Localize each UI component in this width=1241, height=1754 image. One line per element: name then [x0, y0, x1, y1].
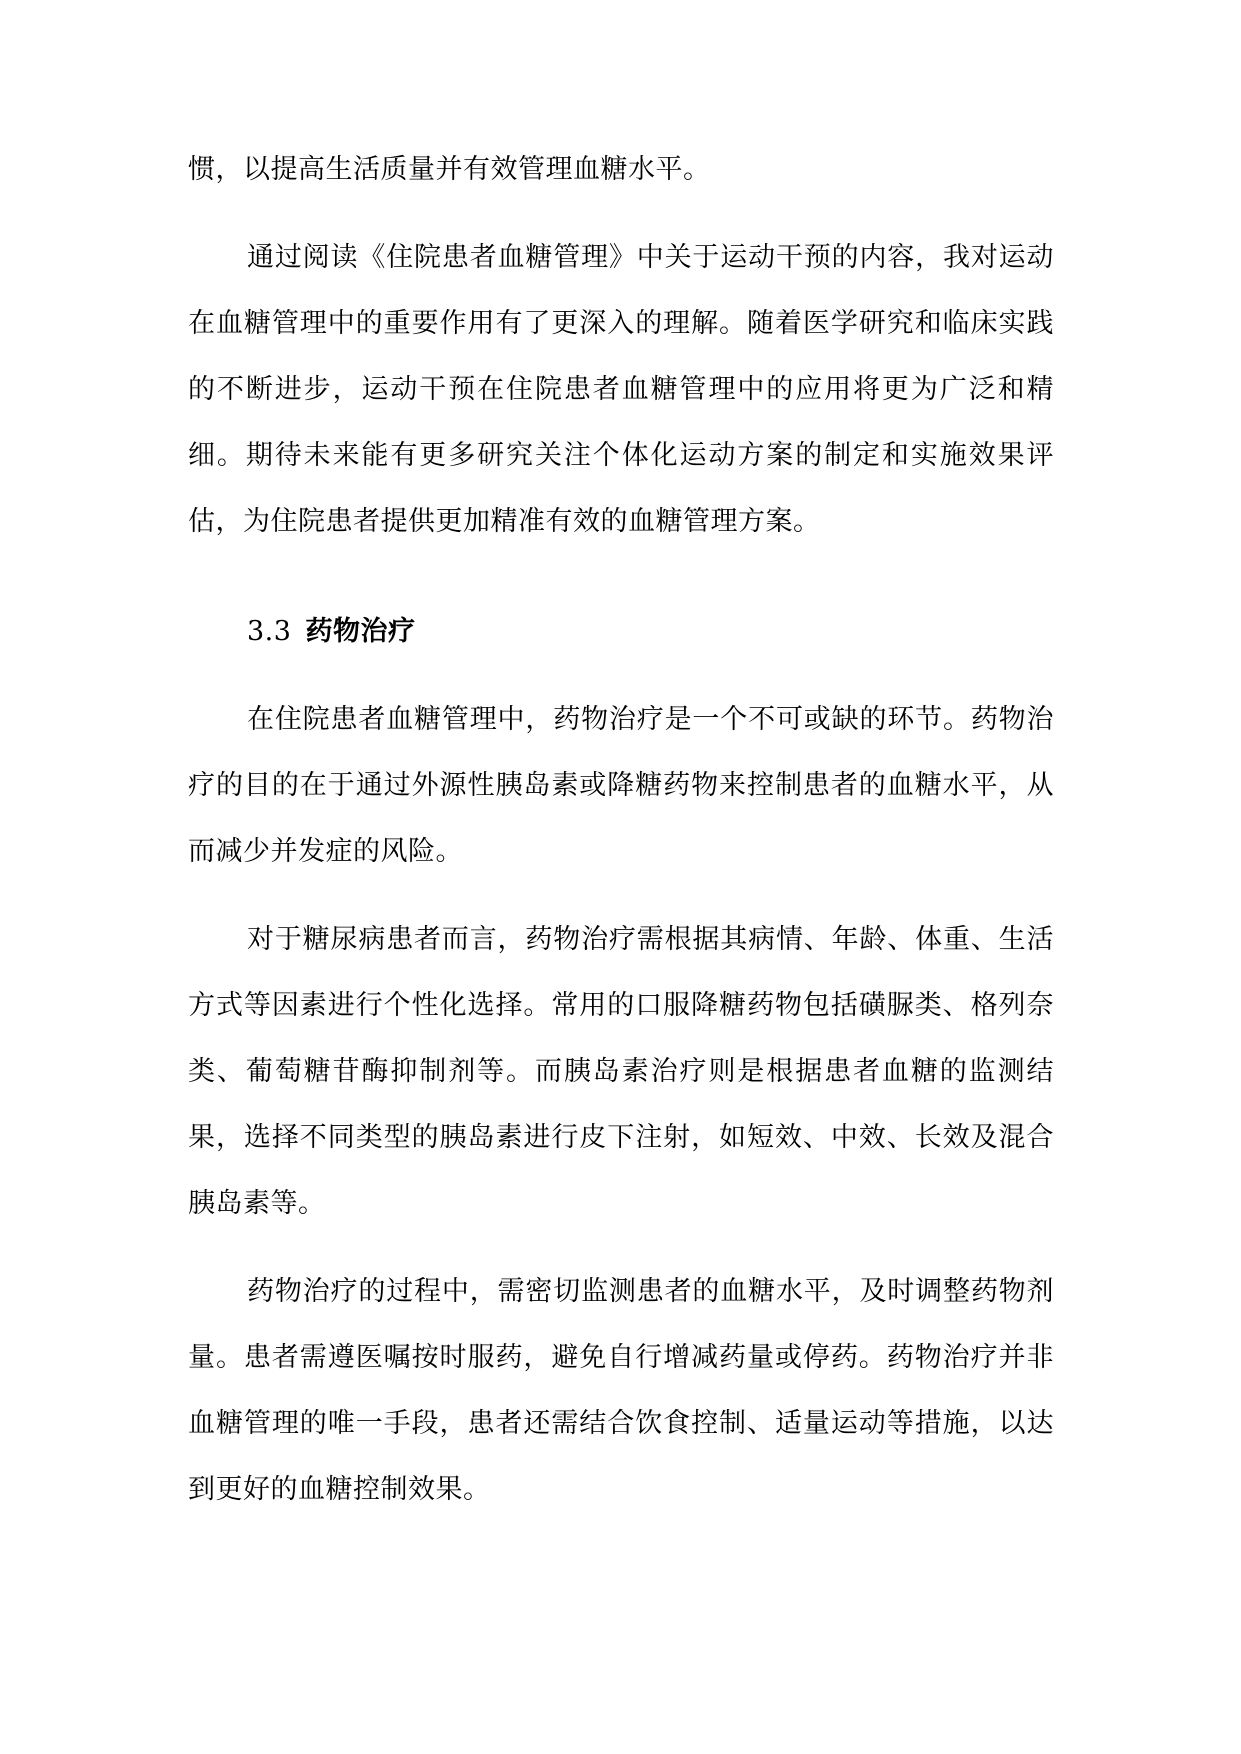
paragraph-gap [188, 1237, 1054, 1259]
section-title: 药物治疗 [305, 616, 416, 647]
paragraph-drug-selection: 对于糖尿病患者而言，药物治疗需根据其病情、年龄、体重、生活方式等因素进行个性化选择。常用的口服降糖药物包括磺脲类、格列奈类、葡萄糖苷酶抑制剂等。而胰岛素治疗则是根据患者血糖的监测结果，选择不同类型的胰岛素进行皮下注射，如短效、中效、长效及混合胰岛素等。 [188, 924, 1054, 1219]
paragraph-exercise-summary: 通过阅读《住院患者血糖管理》中关于运动干预的内容，我对运动在血糖管理中的重要作用有了更深入的理解。随着医学研究和临床实践的不断进步，运动干预在住院患者血糖管理中的应用将更为广泛和精细。期待未来能有更多研究关注个体化运动方案的制定和实施效果评估，为住院患者提供更加精准有效的血糖管理方案。 [188, 242, 1054, 537]
paragraph-gap [188, 203, 1054, 225]
section-gap [188, 577, 1054, 599]
section-number: 3.3 [247, 616, 292, 647]
continuation-paragraph: 惯，以提高生活质量并有效管理血糖水平。 [188, 154, 711, 185]
document-page [188, 137, 1054, 1523]
section-heading [188, 599, 1054, 665]
paragraph-gap [188, 665, 1054, 687]
paragraph-gap [188, 885, 1054, 907]
paragraph-drug-monitoring: 药物治疗的过程中，需密切监测患者的血糖水平，及时调整药物剂量。患者需遵医嘱按时服药，避免自行增减药量或停药。药物治疗并非血糖管理的唯一手段，患者还需结合饮食控制、适量运动等措施，以达到更好的血糖控制效果。 [188, 1276, 1054, 1505]
paragraph-drug-intro: 在住院患者血糖管理中，药物治疗是一个不可或缺的环节。药物治疗的目的在于通过外源性胰岛素或降糖药物来控制患者的血糖水平，从而减少并发症的风险。 [188, 704, 1054, 867]
section-gap [188, 555, 1054, 577]
